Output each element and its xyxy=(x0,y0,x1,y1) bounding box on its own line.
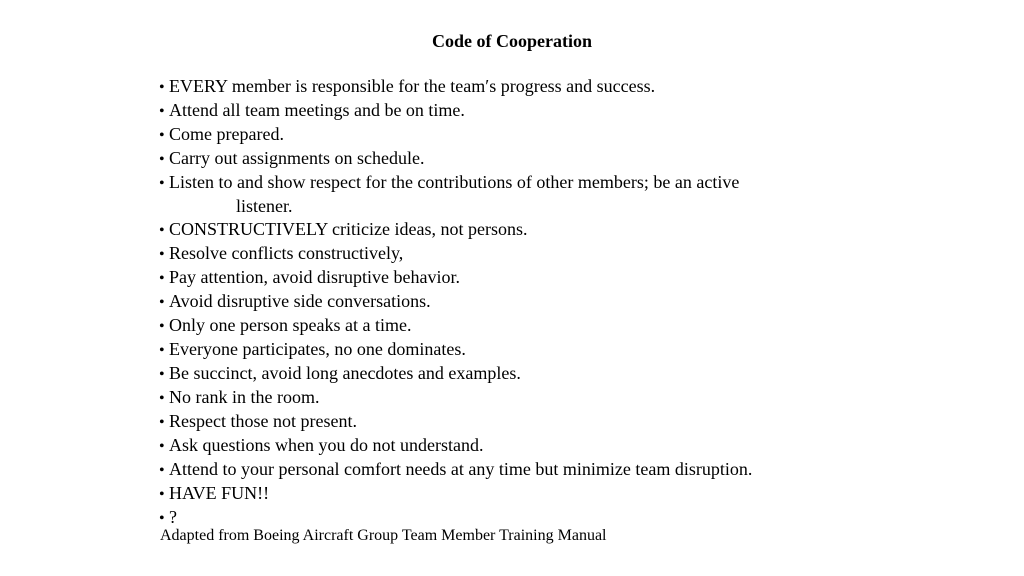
list-item-text: EVERY member is responsible for the team′s progress and success. xyxy=(169,76,656,96)
bullet-icon: • xyxy=(159,366,165,383)
bullet-icon: • xyxy=(159,390,165,407)
list-item xyxy=(159,242,919,266)
list-item-text: Listen to and show respect for the contributions of other members; be an active xyxy=(169,172,740,192)
bullet-icon: • xyxy=(159,175,165,192)
bullet-icon: • xyxy=(159,510,165,527)
list-item xyxy=(159,290,919,314)
bullet-icon: • xyxy=(159,79,165,96)
list-item-text: Only one person speaks at a time. xyxy=(169,315,412,335)
source-attribution: Adapted from Boeing Aircraft Group Team Member Training Manual xyxy=(160,527,607,544)
list-item-text: Carry out assignments on schedule. xyxy=(169,148,425,168)
list-item-text: Be succinct, avoid long anecdotes and examples. xyxy=(169,363,521,383)
list-item xyxy=(159,99,919,123)
bullet-icon: • xyxy=(159,270,165,287)
list-item xyxy=(159,147,919,171)
list-item-text: HAVE FUN!! xyxy=(169,483,270,503)
list-item-text: Resolve conflicts constructively, xyxy=(169,243,404,263)
page-title: Code of Cooperation xyxy=(432,31,592,51)
list-item-text: Attend all team meetings and be on time. xyxy=(169,100,465,120)
bullet-list xyxy=(159,75,919,530)
list-item-continuation: listener. xyxy=(236,196,293,216)
list-item xyxy=(159,266,919,290)
list-item xyxy=(159,338,919,362)
bullet-icon: • xyxy=(159,294,165,311)
bullet-icon: • xyxy=(159,127,165,144)
bullet-icon: • xyxy=(159,342,165,359)
bullet-icon: • xyxy=(159,486,165,503)
list-item-text: Pay attention, avoid disruptive behavior. xyxy=(169,267,460,287)
bullet-icon: • xyxy=(159,151,165,168)
bullet-icon: • xyxy=(159,462,165,479)
list-item-text: Come prepared. xyxy=(169,124,284,144)
list-item-text: Avoid disruptive side conversations. xyxy=(169,291,431,311)
list-item xyxy=(159,75,919,99)
list-item-text: Everyone participates, no one dominates. xyxy=(169,339,466,359)
bullet-icon: • xyxy=(159,438,165,455)
list-item xyxy=(159,362,919,386)
list-item xyxy=(159,410,919,434)
list-item-text: No rank in the room. xyxy=(169,387,320,407)
list-item xyxy=(159,434,919,458)
list-item xyxy=(159,123,919,147)
list-item xyxy=(159,314,919,338)
list-item xyxy=(159,218,919,242)
bullet-icon: • xyxy=(159,414,165,431)
list-item-text: Attend to your personal comfort needs at any time but minimize team disruption. xyxy=(169,459,753,479)
bullet-icon: • xyxy=(159,103,165,120)
list-item-text: Respect those not present. xyxy=(169,411,357,431)
bullet-icon: • xyxy=(159,222,165,239)
bullet-icon: • xyxy=(159,246,165,263)
list-item xyxy=(159,171,919,218)
list-item-text: CONSTRUCTIVELY criticize ideas, not persons. xyxy=(169,219,528,239)
list-item xyxy=(159,458,919,482)
bullet-icon: • xyxy=(159,318,165,335)
list-item-text: ? xyxy=(169,507,177,527)
list-item xyxy=(159,386,919,410)
list-item-text: Ask questions when you do not understand. xyxy=(169,435,484,455)
list-item xyxy=(159,482,919,506)
